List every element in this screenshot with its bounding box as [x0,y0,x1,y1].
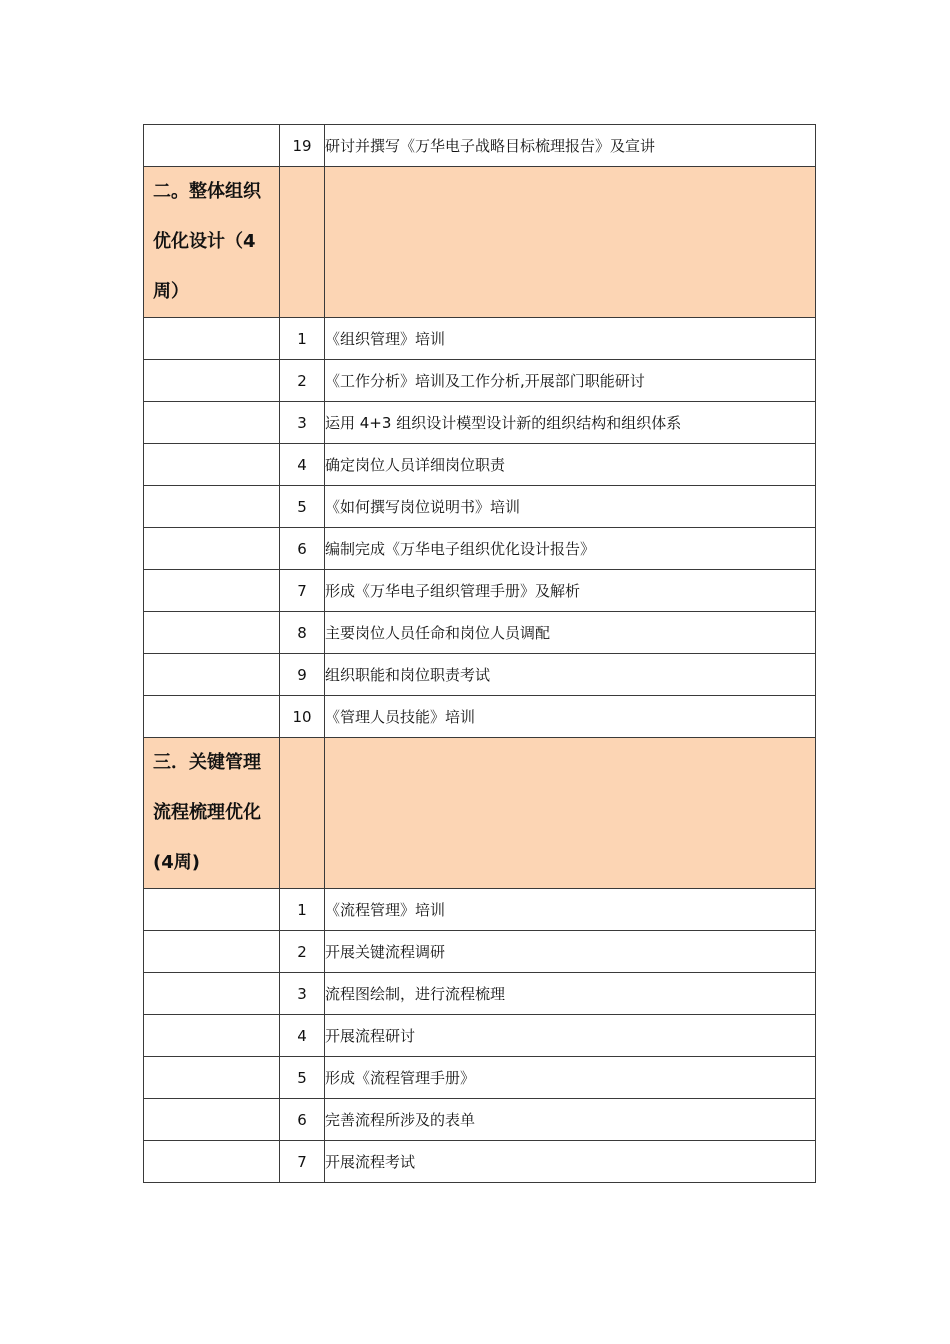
task-number: 1 [280,889,325,931]
task-description: 流程图绘制，进行流程梳理 [325,973,816,1015]
phase-cell [144,360,280,402]
task-number: 9 [280,654,325,696]
task-row [144,402,816,444]
section-title: 二。整体组织优化设计（4周） [144,167,280,318]
section-num-cell [280,167,325,318]
task-description: 完善流程所涉及的表单 [325,1099,816,1141]
phase-cell [144,1015,280,1057]
task-row [144,1057,816,1099]
task-number: 4 [280,444,325,486]
section-header-row [144,167,816,318]
task-number: 1 [280,318,325,360]
task-number: 5 [280,1057,325,1099]
task-description: 《工作分析》培训及工作分析,开展部门职能研讨 [325,360,816,402]
task-description: 《组织管理》培训 [325,318,816,360]
phase-cell [144,973,280,1015]
task-description: 开展流程研讨 [325,1015,816,1057]
task-description: 编制完成《万华电子组织优化设计报告》 [325,528,816,570]
task-number: 3 [280,402,325,444]
phase-cell [144,931,280,973]
task-description: 主要岗位人员任命和岗位人员调配 [325,612,816,654]
task-row [144,486,816,528]
section-num-cell [280,738,325,889]
phase-cell [144,318,280,360]
phase-cell [144,402,280,444]
task-description: 开展流程考试 [325,1141,816,1183]
task-row [144,444,816,486]
phase-cell [144,1099,280,1141]
task-description: 组织职能和岗位职责考试 [325,654,816,696]
task-number: 3 [280,973,325,1015]
phase-cell [144,1141,280,1183]
task-row [144,889,816,931]
task-number: 10 [280,696,325,738]
phase-cell [144,654,280,696]
task-row [144,1015,816,1057]
task-number: 19 [280,125,325,167]
task-number: 7 [280,570,325,612]
section-header-row [144,738,816,889]
phase-cell [144,125,280,167]
task-number: 4 [280,1015,325,1057]
phase-cell [144,486,280,528]
task-number: 6 [280,1099,325,1141]
task-row [144,125,816,167]
section-desc-cell [325,167,816,318]
phase-cell [144,889,280,931]
task-description: 形成《万华电子组织管理手册》及解析 [325,570,816,612]
task-description: 开展关键流程调研 [325,931,816,973]
task-number: 2 [280,360,325,402]
task-description: 《管理人员技能》培训 [325,696,816,738]
task-row [144,570,816,612]
phase-cell [144,1057,280,1099]
task-number: 8 [280,612,325,654]
task-row [144,973,816,1015]
task-row [144,360,816,402]
task-row [144,696,816,738]
task-description: 确定岗位人员详细岗位职责 [325,444,816,486]
task-row [144,612,816,654]
task-number: 5 [280,486,325,528]
task-description: 《流程管理》培训 [325,889,816,931]
project-plan-table [143,124,816,1183]
task-row [144,654,816,696]
section-title: 三．关键管理流程梳理优化(4周) [144,738,280,889]
task-description: 研讨并撰写《万华电子战略目标梳理报告》及宣讲 [325,125,816,167]
task-row [144,318,816,360]
task-row [144,1099,816,1141]
task-description: 形成《流程管理手册》 [325,1057,816,1099]
task-row [144,528,816,570]
task-number: 6 [280,528,325,570]
phase-cell [144,612,280,654]
phase-cell [144,528,280,570]
task-row [144,931,816,973]
task-row [144,1141,816,1183]
phase-cell [144,444,280,486]
phase-cell [144,696,280,738]
task-description: 运用 4+3 组织设计模型设计新的组织结构和组织体系 [325,402,816,444]
phase-cell [144,570,280,612]
task-number: 7 [280,1141,325,1183]
task-description: 《如何撰写岗位说明书》培训 [325,486,816,528]
task-number: 2 [280,931,325,973]
section-desc-cell [325,738,816,889]
